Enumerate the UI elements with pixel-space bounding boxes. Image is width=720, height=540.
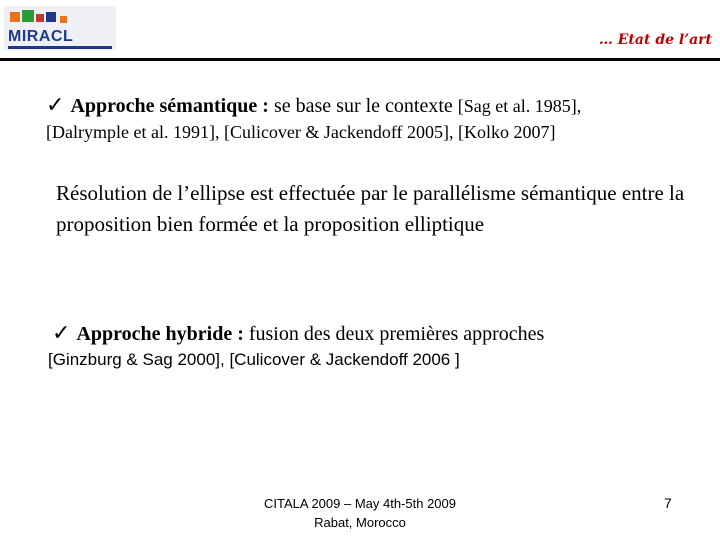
page-number: 7 (664, 495, 672, 511)
bullet-semantic-ref: [Sag et al. 1985], (457, 96, 582, 116)
bullet-semantic-text: se base sur le contexte (268, 95, 458, 117)
bullet-semantic-line1 (46, 92, 581, 118)
logo-square-orange (10, 12, 20, 22)
slide-section-title: … Etat de l’art (598, 32, 712, 48)
logo-strip (8, 46, 112, 49)
logo-square-green (22, 10, 34, 22)
logo-square-orange-2 (60, 16, 67, 23)
bullet-hybrid-heading: Approche hybride : (76, 323, 244, 345)
check-icon: ✓ (46, 92, 65, 117)
semantic-paragraph: Résolution de l’ellipse est effectuée par le parallélisme sémantique entre la proposition bien formée et la proposition elliptique (56, 181, 685, 236)
footer (230, 494, 490, 532)
bullet-semantic-heading: Approche sémantique : (70, 95, 269, 117)
bullet-semantic-line2: [Dalrymple et al. 1991], [Culicover & Jackendoff 2005], [Kolko 2007] (46, 122, 556, 142)
footer-conference: CITALA 2009 – May 4th-5th 2009 (264, 496, 456, 511)
miracl-logo (4, 6, 116, 50)
check-icon: ✓ (52, 320, 71, 345)
bullet-hybrid-line1 (52, 320, 544, 346)
logo-square-red (36, 14, 44, 22)
header-divider (0, 58, 720, 61)
bullet-hybrid-line2: [Ginzburg & Sag 2000], [Culicover & Jackendoff 2006 ] (48, 350, 460, 369)
footer-location: Rabat, Morocco (314, 515, 406, 530)
logo-square-blue (46, 12, 56, 22)
bullet-hybrid-text: fusion des deux premières approches (243, 323, 545, 345)
logo-text: MIRACL (8, 28, 74, 45)
